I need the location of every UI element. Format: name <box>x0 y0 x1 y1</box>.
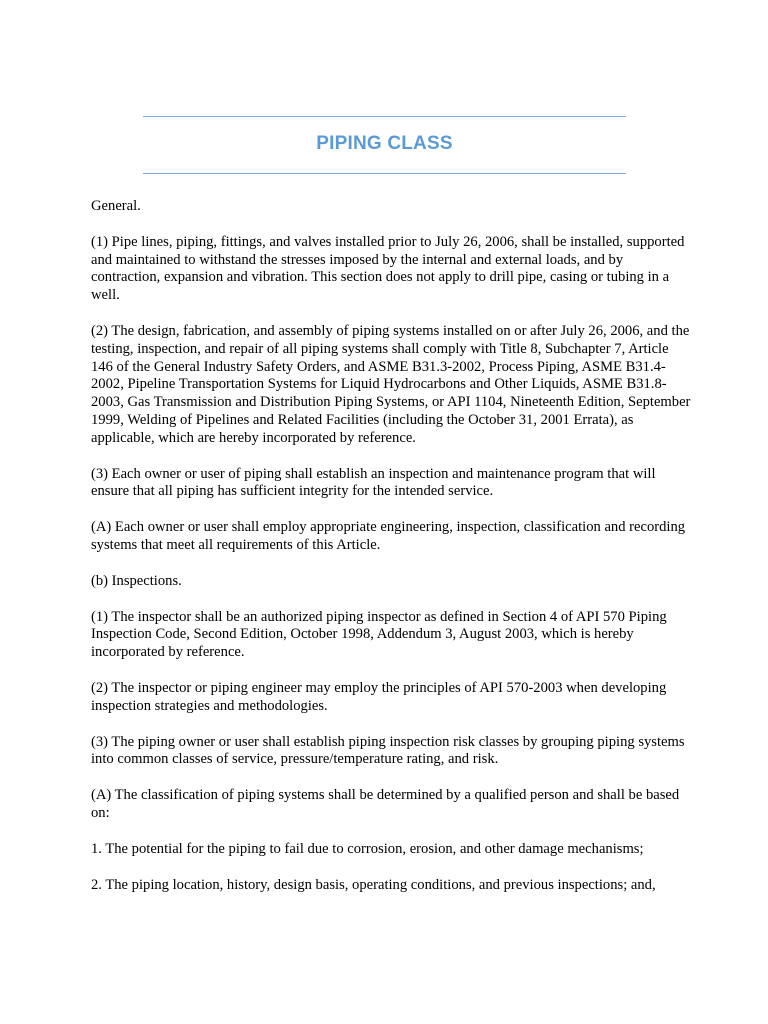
document-body <box>91 198 691 912</box>
paragraph-general: General. <box>91 198 141 214</box>
paragraph-1: (1) Pipe lines, piping, fittings, and valves installed prior to July 26, 2006, shall be installed, supported and maintained to withstand the stresses imposed by the internal and external loads, and by contraction, expansion and vibration. This section does not apply to drill pipe, casing or tubing in a well. <box>91 233 685 304</box>
paragraph-2: (2) The design, fabrication, and assembly of piping systems installed on or after July 26, 2006, and the testing, inspection, and repair of all piping systems shall comply with Title 8, Subchapter 7, Article 146 of the General Industry Safety Orders, and ASME B31.3-2002, Process Piping, ASME B31.4- 2002, Pipeline Transportation Systems for Liquid Hydrocarbons and Other Liquids, ASME B31.8- 2003, Gas Transmission and Distribution Piping Systems, or API 1104, Nineteenth Edition, September 1999, Welding of Pipelines and Related Facilities (including the October 31, 2001 Errata), as applicable, which are hereby incorporated by reference. <box>91 322 691 446</box>
paragraph-item-1: 1. The potential for the piping to fail due to corrosion, erosion, and other damage mechanisms; <box>91 840 644 857</box>
paragraph-b2: (2) The inspector or piping engineer may employ the principles of API 570-2003 when developing inspection strategies and methodologies. <box>91 679 667 714</box>
paragraph-3: (3) Each owner or user of piping shall establish an inspection and maintenance program that will ensure that all piping has sufficient integrity for the intended service. <box>91 465 656 500</box>
paragraph-b3a: (A) The classification of piping systems shall be determined by a qualified person and shall be based on: <box>91 787 680 821</box>
paragraph-b3: (3) The piping owner or user shall establish piping inspection risk classes by grouping piping systems into common classes of service, pressure/temperature rating, and risk. <box>91 733 685 768</box>
title-rule-bottom <box>143 173 626 174</box>
paragraph-b1: (1) The inspector shall be an authorized piping inspector as defined in Section 4 of API 570 Piping Inspection Code, Second Edition, October 1998, Addendum 3, August 2003, which is hereby incorporated by reference. <box>91 608 667 661</box>
document-title: PIPING CLASS <box>316 133 453 154</box>
paragraph-3a: (A) Each owner or user shall employ appropriate engineering, inspection, classification and recording systems that meet all requirements of this Article. <box>91 519 686 553</box>
title-rule-top <box>143 116 626 117</box>
paragraph-b-inspections: (b) Inspections. <box>91 572 182 589</box>
paragraph-item-2: 2. The piping location, history, design basis, operating conditions, and previous inspections; and, <box>91 876 656 893</box>
